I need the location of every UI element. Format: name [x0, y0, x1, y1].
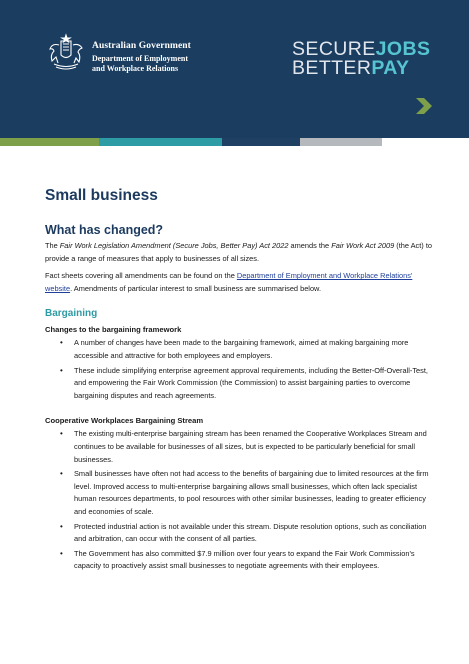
section-heading-bargaining: Bargaining: [45, 308, 98, 320]
fact-text-1: Fact sheets covering all amendments can be found on the: [45, 271, 237, 281]
subheading-cooperative-workplaces: Cooperative Workplaces Bargaining Stream: [45, 416, 204, 426]
section-heading-what-changed: What has changed?: [45, 223, 164, 237]
list-item: • Protected industrial action is not available under this stream. Dispute resolution options, such as conciliation and arbitration, can occur with the consent of all parties.: [45, 521, 435, 546]
intro-paragraph: [45, 240, 435, 265]
subheading-framework-changes: Changes to the bargaining framework: [45, 325, 182, 335]
intro-text-3: (the Act) to provide a range of measures that apply to businesses of all sizes.: [45, 241, 432, 263]
fact-text-2: . Amendments of particular interest to small business are summarised below.: [70, 283, 322, 293]
dewr-website-link[interactable]: Department of Employment and Workplace Relations' website: [45, 271, 413, 293]
color-stripe-grey: [300, 138, 382, 146]
color-stripe-green: [0, 138, 99, 146]
document-body: [45, 186, 435, 575]
color-stripe-teal: [99, 138, 222, 146]
intro-text-2: amends the: [288, 241, 332, 250]
brand-pay: PAY: [371, 57, 410, 79]
brand-secure: SECURE: [292, 38, 376, 60]
cooperative-bullet-list: [45, 428, 435, 573]
brand-jobs: JOBS: [375, 38, 431, 60]
framework-bullet-list: [45, 337, 435, 402]
list-item: • A number of changes have been made to the bargaining framework, aimed at making bargaining more accessible and attractive for both employees and employers.: [45, 337, 435, 362]
coat-of-arms-icon: [44, 33, 88, 73]
list-item: • These include simplifying enterprise agreement approval requirements, including the Better-Off-Overall-Test, and empowering the Fair Work Commission (the Commission) to assist bargaining parties to overcome bargaining disputes and reach agreements.: [45, 365, 435, 403]
header-banner: [0, 0, 469, 138]
intro-text-1: The: [45, 241, 60, 250]
secure-jobs-better-pay-logo: [292, 40, 430, 78]
government-logo-text: [92, 41, 191, 73]
fact-sheets-paragraph: [45, 270, 435, 295]
list-item: • Small businesses have often not had access to the benefits of bargaining due to limited resources at the firm level. Improved access to multi-enterprise bargaining allows small businesses, which often lack specialist human resources departments, to pool resources with other similar businesses, leading to greater efficiency and economies of scale.: [45, 468, 435, 518]
department-name-line-2: and Workplace Relations: [92, 63, 179, 73]
fair-work-act-name: Fair Work Act 2009: [331, 241, 395, 250]
chevron-right-icon: [412, 95, 434, 117]
department-name-line-1: Department of Employment: [92, 54, 188, 63]
act-name: Fair Work Legislation Amendment (Secure Jobs, Better Pay) Act 2022: [59, 241, 289, 250]
color-stripe-navy: [222, 138, 300, 146]
page-title: Small business: [45, 187, 158, 204]
brand-better: BETTER: [292, 57, 372, 79]
government-name: Australian Government: [92, 41, 191, 51]
list-item: • The existing multi-enterprise bargaining stream has been renamed the Cooperative Workplaces Stream and continues to be available for businesses of all sizes, but is expected to be particularly beneficial for small businesses.: [45, 428, 435, 466]
list-item: • The Government has also committed $7.9 million over four years to expand the Fair Work Commission's capacity to proactively assist small businesses to negotiate agreements with their employees.: [45, 548, 435, 573]
